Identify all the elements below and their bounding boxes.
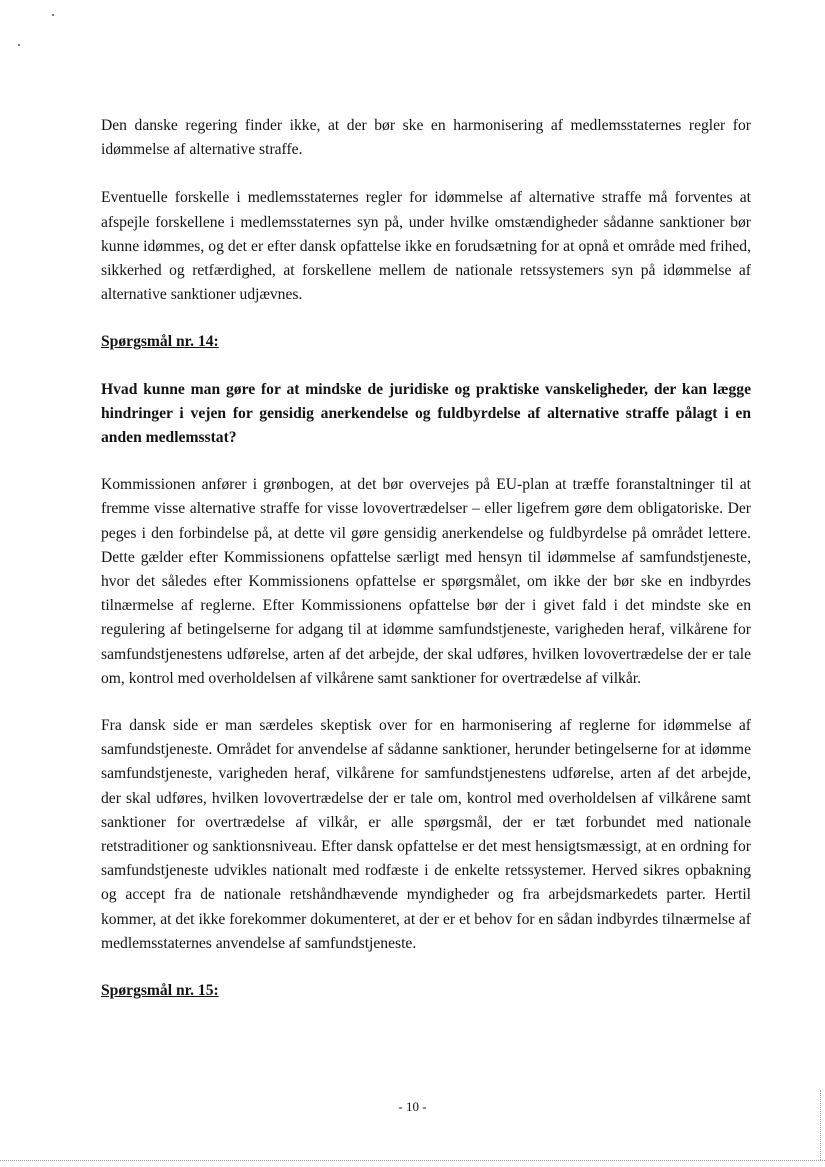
question-14-text: Hvad kunne man gøre for at mindske de juridiske og praktiske vanskeligheder, der kan lægge hindringer i vejen for gensidig anerkendelse og fuldbyrdelse af alternative straffe pålagt i en anden medlemsstat?: [101, 380, 751, 447]
question-15-heading: Spørgsmål nr. 15:: [101, 982, 219, 1000]
scan-speck: [18, 44, 20, 46]
answer-paragraph: Kommissionen anfører i grønbogen, at det bør overvejes på EU-plan at træffe foranstaltninger til at fremme visse alternative straffe for visse lovovertrædelser – eller ligefrem gøre dem obligatoriske. Der peges i den forbindelse på, at dette vil gøre gensidig anerkendelse og fuldbyrdelse på området lettere. Dette gælder efter Kommissionens opfattelse særligt med hensyn til idømmelse af samfundstjeneste, hvor det således efter Kommissionens opfattelse er spørgsmålet, om ikke der bør ske en indbyrdes tilnærmelse af reglerne. Efter Kommissionens opfattelse bør der i givet fald i det mindste ske en regulering af betingelserne for adgang til at idømme samfundstjeneste, varigheden heraf, vilkårene for samfundstjenestens udførelse, arten af det arbejde, der skal udføres, hvilken lovovertrædelse der er tale om, kontrol med overholdelsen af vilkårene samt sanktioner for overtrædelse af vilkår.: [101, 476, 751, 687]
scan-edge-line: [820, 1090, 821, 1160]
page-body: [101, 114, 751, 1003]
paragraph: Den danske regering finder ikke, at der bør ske en harmonisering af medlemsstaternes regler for idømmelse af alternative straffe.: [101, 117, 751, 159]
scan-edge-line: [0, 1160, 825, 1161]
answer-paragraph: Fra dansk side er man særdeles skeptisk over for en harmonisering af reglerne for idømmelse af samfundstjeneste. Området for anvendelse af sådanne sanktioner, herunder betingelserne for at idømme samfundstjeneste, varigheden heraf, vilkårene for samfundstjenestens udførelse, arten af det arbejde, der skal udføres, hvilken lovovertrædelse der er tale om, kontrol med overholdelsen af vilkårene samt sanktioner for overtrædelse af vilkår, er alle spørgsmål, der er tæt forbundet med nationale retstraditioner og sanktionsniveau. Efter dansk opfattelse er det mest hensigtsmæssigt, at en ordning for samfundstjeneste udvikles nationalt med rodfæste i de enkelte retssystemer. Herved sikres opbakning og accept fra de nationale retshåndhævende myndigheder og fra arbejdsmarkedets parter. Hertil kommer, at det ikke forekommer dokumenteret, at der er et behov for en sådan indbyrdes tilnærmelse af medlemsstaternes anvendelse af samfundstjeneste.: [101, 717, 751, 952]
page-number: - 10 -: [398, 1099, 427, 1114]
paragraph: Eventuelle forskelle i medlemsstaternes regler for idømmelse af alternative straffe må forventes at afspejle forskellene i medlemsstaternes syn på, under hvilke omstændigheder sådanne sanktioner bør kunne idømmes, og det er efter dansk opfattelse ikke en forudsætning for at opnå et område med frihed, sikkerhed og retfærdighed, at forskellene mellem de nationale retssystemers syn på idømmelse af alternative sanktioner udjævnes.: [101, 189, 751, 304]
scan-speck: [52, 14, 54, 16]
question-14-heading: Spørgsmål nr. 14:: [101, 333, 219, 351]
